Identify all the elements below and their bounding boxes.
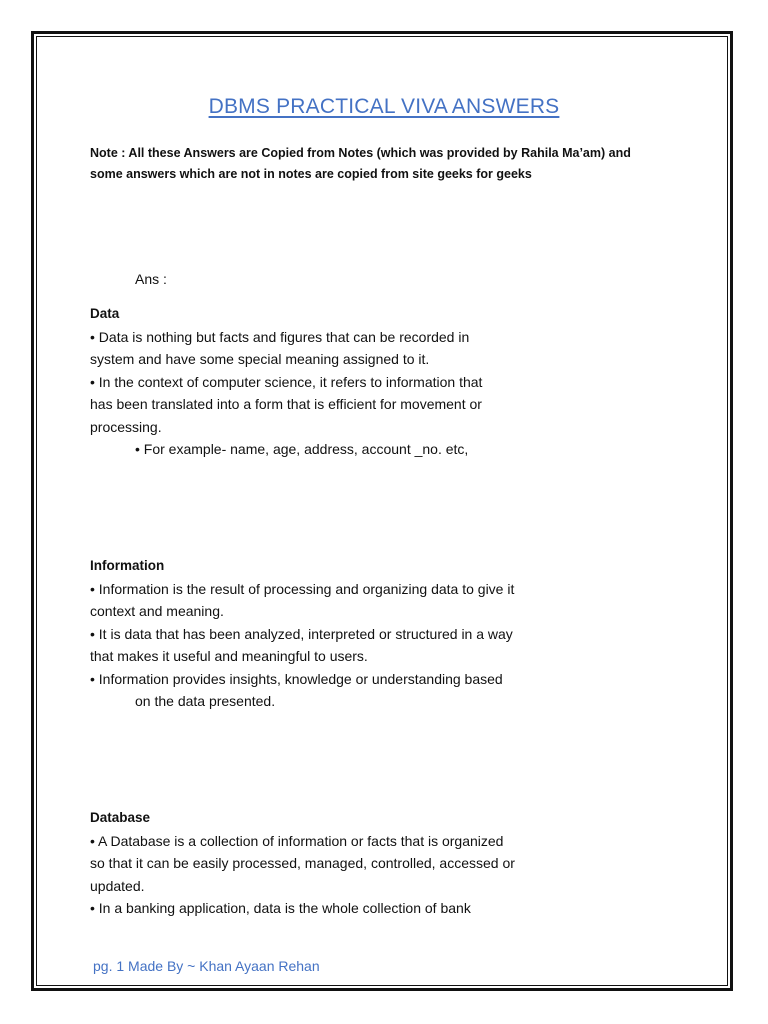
text-line: that makes it useful and meaningful to users. (90, 648, 368, 664)
text-line: • A Database is a collection of information or facts that is organized (90, 832, 504, 849)
note-line: some answers which are not in notes are copied from site geeks for geeks (90, 167, 532, 181)
section-heading: Information (90, 558, 165, 573)
page-footer: pg. 1 Made By ~ Khan Ayaan Rehan (93, 958, 320, 974)
note-paragraph (90, 143, 690, 185)
text-line: • For example- name, age, address, account _no. etc, (135, 441, 469, 457)
section-data (90, 303, 610, 461)
note-line: Note : All these Answers are Copied from Notes (which was provided by Rahila Ma’am) and (90, 146, 631, 160)
text-line: • It is data that has been analyzed, interpreted or structured in a way (90, 625, 513, 642)
text-line: • Information provides insights, knowledge or understanding based (90, 670, 503, 687)
text-line: processing. (90, 418, 162, 435)
section-heading: Database (90, 810, 151, 825)
text-line: • Information is the result of processing and organizing data to give it (90, 580, 515, 597)
text-line: updated. (90, 877, 145, 894)
document-title: DBMS PRACTICAL VIVA ANSWERS (208, 95, 560, 118)
text-line: context and meaning. (90, 603, 224, 619)
text-line: • Data is nothing but facts and figures that can be recorded in (90, 328, 470, 345)
text-line: • In the context of computer science, it refers to information that (90, 373, 483, 390)
ans-label: Ans : (135, 271, 167, 287)
text-line: on the data presented. (135, 693, 276, 709)
text-line: has been translated into a form that is efficient for movement or (90, 396, 482, 412)
text-line: so that it can be easily processed, managed, controlled, accessed or (90, 855, 515, 871)
text-line: system and have some special meaning assigned to it. (90, 351, 430, 367)
text-line: • In a banking application, data is the whole collection of bank (90, 900, 471, 916)
section-information (90, 555, 610, 713)
section-heading: Data (90, 306, 120, 321)
section-database (90, 807, 610, 920)
